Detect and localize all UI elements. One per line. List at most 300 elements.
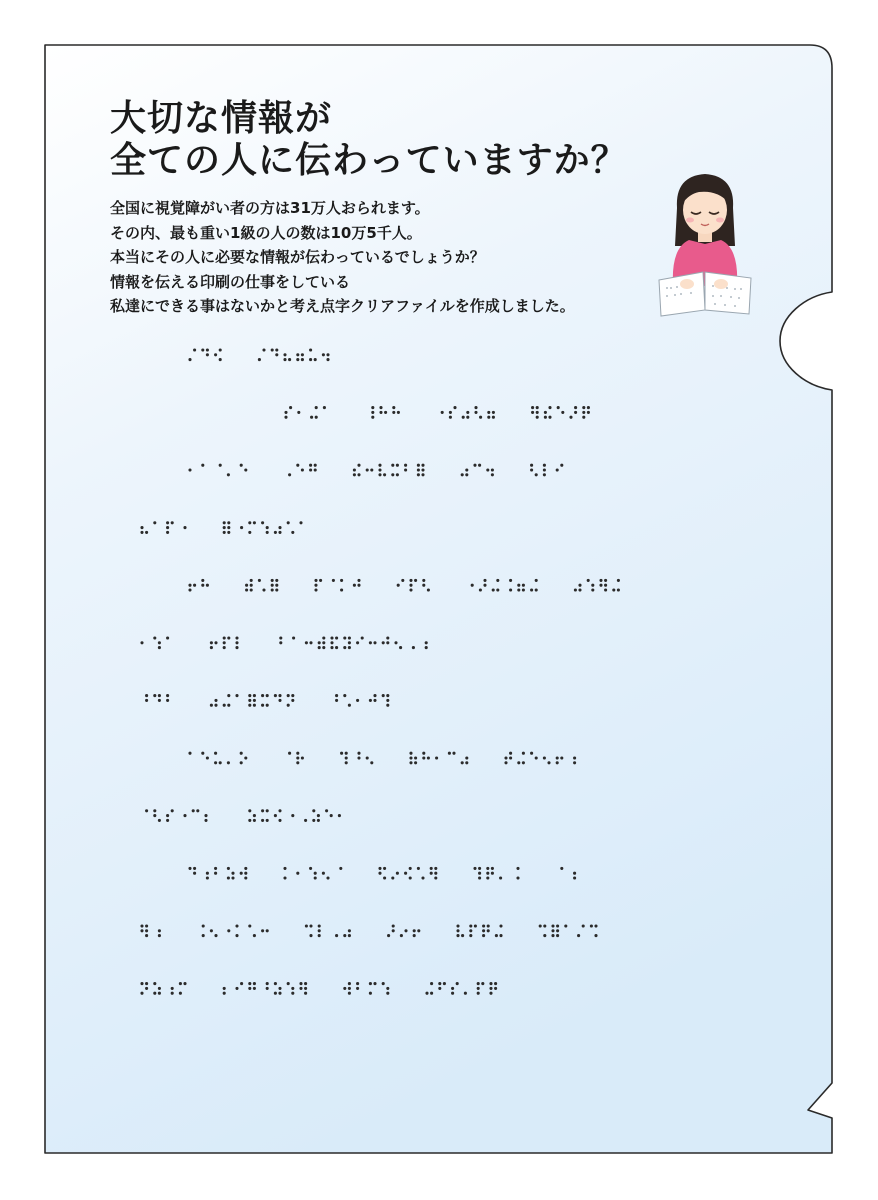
braille-dot [384,411,387,414]
braille-dot [543,464,546,467]
braille-dot [253,814,256,817]
braille-dot [491,872,494,875]
braille-dot [522,584,525,587]
braille-dot [335,694,338,697]
braille-dot [250,579,253,582]
braille-dot [193,584,196,587]
braille-dot [223,531,226,534]
braille-dot [421,473,424,476]
braille-dot [314,876,317,879]
braille-dot [409,761,412,764]
braille-dot [287,982,290,985]
braille-dot [343,694,346,697]
braille-dot [473,464,476,467]
braille-dot [366,756,369,759]
braille-dot [253,694,256,697]
braille-dot [140,531,143,534]
braille-dot [373,699,376,702]
braille-dot [509,579,512,582]
braille-dot [494,987,497,990]
braille-dot [240,761,243,764]
braille-dot [283,358,286,361]
braille-dot [413,929,416,932]
braille-dot [314,584,317,587]
braille-dot [287,694,290,697]
braille-dot [430,992,433,995]
braille-dot [158,992,161,995]
braille-dot [330,641,333,644]
braille-dot [477,982,480,985]
braille-dot [543,473,546,476]
braille-dot [573,876,576,879]
braille-dot [573,756,576,759]
braille-dot [348,992,351,995]
braille-line [140,636,427,649]
braille-dot [196,809,199,812]
braille-dot [340,588,343,591]
braille-dot [183,526,186,529]
braille-dot [153,814,156,817]
braille-dot [266,704,269,707]
braille-dot [312,819,315,822]
braille-dot [193,348,196,351]
braille-dot [317,814,320,817]
braille-dot [201,584,204,587]
braille-dot [315,416,318,419]
braille-dot [604,579,607,582]
braille-dot [296,358,299,361]
braille-dot [409,752,412,755]
braille-dot [253,987,256,990]
braille-dot [201,464,204,467]
braille-dot [348,646,351,649]
braille-dot [227,876,230,879]
braille-dot [483,579,486,582]
braille-dot [145,809,148,812]
braille-dot [438,987,441,990]
braille-dot [382,641,385,644]
braille-dot [153,636,156,639]
braille-dot [250,588,253,591]
braille-line [145,809,341,822]
braille-dot [560,756,563,759]
braille-dot [412,646,415,649]
braille-dot [543,468,546,471]
braille-dot [223,704,226,707]
braille-dot [291,987,294,990]
braille-dot [469,929,472,932]
braille-dot [560,867,563,870]
braille-dot [266,819,269,822]
braille-dot [235,641,238,644]
braille-dot [325,809,328,812]
braille-dot [517,588,520,591]
braille-dot [425,992,428,995]
braille-dot [223,641,226,644]
braille-dot [594,924,597,927]
braille-dot [474,406,477,409]
braille-dot [153,992,156,995]
braille-dot [569,416,572,419]
braille-dot [304,819,307,822]
braille-dot [278,987,281,990]
braille-dot [322,872,325,875]
braille-dot [343,934,346,937]
braille-dot [275,353,278,356]
braille-dot [278,526,281,529]
braille-dot [297,411,300,414]
braille-dot [274,992,277,995]
braille-dot [582,406,585,409]
braille-dot [356,641,359,644]
braille-dot [274,531,277,534]
braille-dot [456,982,459,985]
braille-dot [587,579,590,582]
braille-dot [283,353,286,356]
braille-dot [397,584,400,587]
braille-dot [487,416,490,419]
braille-dot [544,411,547,414]
braille-dot [323,406,326,409]
braille-dot [227,867,230,870]
braille-line [188,752,576,765]
braille-dot [219,348,222,351]
braille-dot [227,473,230,476]
braille-dot [543,924,546,927]
braille-dot [266,526,269,529]
braille-dot [456,934,459,937]
braille-dot [223,521,226,524]
braille-dot [227,521,230,524]
braille-dot [291,699,294,702]
braille-dot [434,872,437,875]
braille-dot [235,646,238,649]
braille-dot [587,411,590,414]
braille-dot [544,416,547,419]
braille-dot [275,588,278,591]
braille-dot [158,694,161,697]
braille-dot [318,929,321,932]
braille-dot [522,761,525,764]
braille-dot [486,876,489,879]
braille-dot [509,756,512,759]
braille-dot [425,641,428,644]
braille-dot [478,867,481,870]
braille-dot [357,584,360,587]
braille-dot [371,416,374,419]
braille-dot [599,584,602,587]
braille-dot [386,992,389,995]
braille-dot [417,473,420,476]
braille-line [140,521,302,534]
braille-dot [171,521,174,524]
braille-dot [404,468,407,471]
braille-line [145,694,389,707]
braille-dot [578,588,581,591]
braille-dot [492,411,495,414]
braille-dot [326,358,329,361]
braille-dot [356,982,359,985]
braille-dot [370,468,373,471]
braille-dot [417,464,420,467]
braille-dot [486,872,489,875]
braille-dot [210,641,213,644]
braille-dot [343,646,346,649]
braille-dot [287,521,290,524]
braille-dot [193,867,196,870]
braille-dot [587,406,590,409]
braille-dot [322,641,325,644]
braille-dot [361,636,364,639]
intro-line: その内、最も重い1級の人の数は10万5千人。 [110,223,422,242]
braille-dot [296,464,299,467]
braille-dot [275,579,278,582]
braille-dot [590,924,593,927]
braille-dot [266,929,269,932]
braille-dot [535,756,538,759]
braille-dot [214,867,217,870]
braille-dot [305,641,308,644]
braille-line [140,924,597,937]
braille-dot [145,699,148,702]
braille-dot [258,579,261,582]
braille-dot [340,579,343,582]
braille-dot [486,468,489,471]
braille-dot [413,934,416,937]
braille-dot [145,982,148,985]
braille-dot [369,992,372,995]
braille-dot [253,699,256,702]
braille-dot [462,416,465,419]
braille-dot [487,924,490,927]
braille-dot [430,867,433,870]
braille-dot [153,809,156,812]
braille-dot [422,752,425,755]
braille-dot [378,473,381,476]
braille-dot [309,358,312,361]
braille-dot [348,987,351,990]
braille-dot [201,579,204,582]
braille-dot [449,411,452,414]
braille-dot [166,531,169,534]
braille-dot [573,761,576,764]
braille-dot [304,987,307,990]
braille-dot [227,531,230,534]
braille-dot [465,468,468,471]
braille-dot [214,761,217,764]
braille-dot [357,756,360,759]
braille-dot [604,584,607,587]
braille-dot [271,579,274,582]
braille-dot [253,819,256,822]
braille-dot [158,819,161,822]
braille-dot [314,588,317,591]
braille-dot [166,636,169,639]
braille-dot [417,468,420,471]
braille-dot [509,588,512,591]
braille-dot [235,924,238,927]
braille-dot [430,872,433,875]
braille-dot [288,358,291,361]
braille-dot [496,588,499,591]
braille-dot [427,756,430,759]
braille-dot [371,406,374,409]
braille-dot [465,761,468,764]
braille-dot [291,992,294,995]
braille-dot [319,579,322,582]
braille-dot [409,588,412,591]
braille-dot [591,588,594,591]
braille-dot [278,819,281,822]
braille-dot [551,934,554,937]
braille-dot [370,761,373,764]
braille-dot [227,704,230,707]
braille-dot [188,584,191,587]
braille-dot [477,987,480,990]
braille-dot [240,752,243,755]
braille-dot [266,987,269,990]
braille-dot [530,464,533,467]
braille-dot [422,584,425,587]
braille-dot [219,358,222,361]
braille-dot [491,473,494,476]
braille-dot [248,924,251,927]
braille-dot [422,579,425,582]
braille-dot [574,411,577,414]
braille-dot [478,876,481,879]
braille-dot [465,756,468,759]
braille-dot [353,468,356,471]
braille-dot [261,809,264,812]
braille-dot [326,353,329,356]
braille-dot [517,761,520,764]
intro-line: 私達にできる事はないかと考え点字クリアファイルを作成しました。 [110,297,575,315]
braille-dot [214,353,217,356]
braille-dot [231,872,234,875]
braille-dot [396,464,399,467]
braille-dot [253,934,256,937]
braille-dot [453,406,456,409]
braille-dot [499,924,502,927]
braille-dot [573,872,576,875]
braille-dot [322,353,325,356]
braille-dot [206,353,209,356]
braille-dot [291,531,294,534]
braille-dot [530,752,533,755]
braille-dot [278,694,281,697]
braille-dot [279,636,282,639]
braille-dot [245,584,248,587]
braille-dot [425,646,428,649]
braille-dot [210,646,213,649]
braille-dot [214,934,217,937]
braille-dot [548,416,551,419]
braille-dot [469,924,472,927]
braille-dot [312,809,315,812]
braille-dot [179,982,182,985]
braille-dot [171,809,174,812]
braille-dot [530,468,533,471]
braille-dot [244,876,247,879]
braille-dot [240,982,243,985]
braille-dot [356,699,359,702]
braille-dot [339,867,342,870]
braille-dot [202,924,205,927]
braille-dot [487,411,490,414]
braille-dot [278,531,281,534]
braille-dot [271,348,274,351]
braille-line [284,406,590,419]
braille-dot [153,982,156,985]
braille-dot [274,814,277,817]
braille-dot [482,924,485,927]
braille-dot [401,579,404,582]
braille-dot [261,694,264,697]
braille-dot [158,641,161,644]
braille-dot [430,982,433,985]
braille-dot [489,987,492,990]
braille-dot [478,464,481,467]
braille-dot [145,987,148,990]
braille-dot [539,924,542,927]
braille-dot [427,588,430,591]
braille-dot [357,579,360,582]
braille-dot [227,526,230,529]
braille-dot [483,584,486,587]
braille-dot [421,876,424,879]
braille-dot [414,579,417,582]
braille-dot [531,406,534,409]
braille-dot [140,641,143,644]
braille-dot [153,694,156,697]
braille-dot [517,584,520,587]
braille-dot [556,924,559,927]
braille-dot [214,641,217,644]
braille-dot [421,468,424,471]
braille-dot [240,464,243,467]
braille-dot [145,924,148,927]
braille-dot [166,521,169,524]
braille-dot [266,982,269,985]
braille-dot [309,867,312,870]
braille-dot [543,934,546,937]
braille-dot [482,929,485,932]
intro-line: 情報を伝える印刷の仕事をしている [110,272,351,291]
braille-dot [353,473,356,476]
braille-dot [271,584,274,587]
braille-dot [227,636,230,639]
braille-dot [314,468,317,471]
braille-dot [548,406,551,409]
braille-dot [214,872,217,875]
braille-dot [309,468,312,471]
braille-dot [556,929,559,932]
braille-dot [261,704,264,707]
braille-dot [278,809,281,812]
braille-dot [617,588,620,591]
braille-dot [499,934,502,937]
braille-dot [261,521,264,524]
braille-dot [383,473,386,476]
braille-dot [188,867,191,870]
braille-dot [206,756,209,759]
braille-dot [551,924,554,927]
braille-dot [504,761,507,764]
braille-dot [348,636,351,639]
braille-dot [210,929,213,932]
braille-dot [296,756,299,759]
braille-dot [486,867,489,870]
